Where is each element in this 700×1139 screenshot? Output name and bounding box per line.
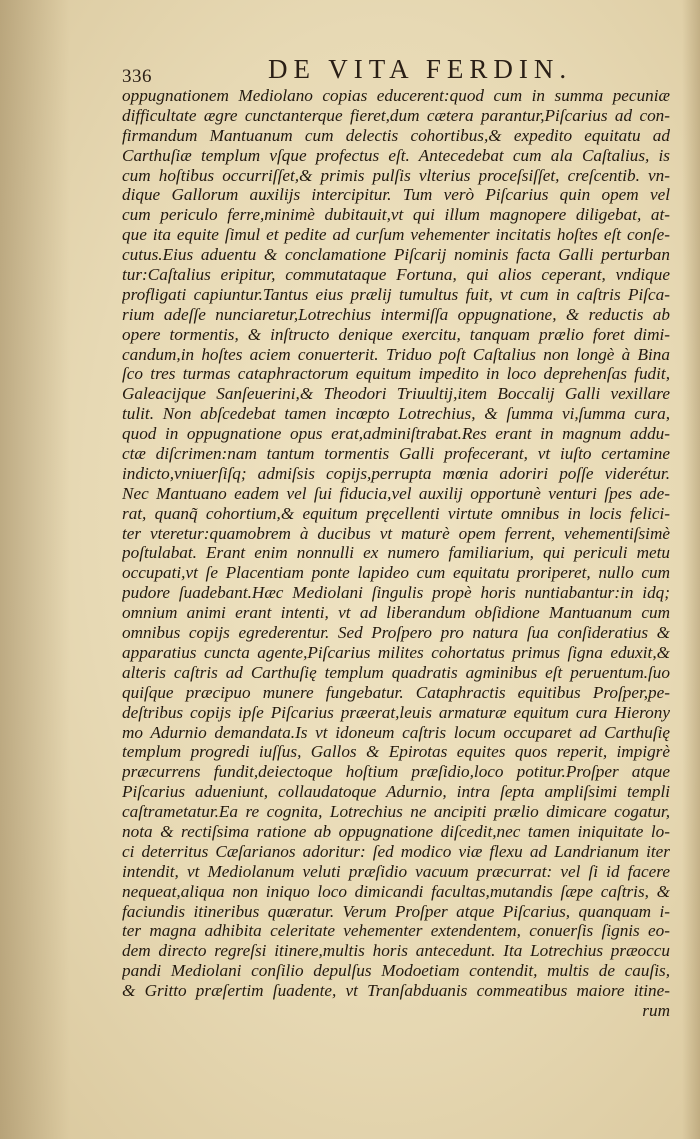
text-line: tur:Caſtalius eripitur, commutataque Fortuna, qui alios ceperant, vndique: [122, 265, 670, 285]
text-line: quiſque præcipuo munere fungebatur. Cataphractis equitibus Proſper,pe-: [122, 682, 670, 702]
text-line: cutus.Eius aduentu & conclamatione Piſcarij nominis facta Galli perturban: [122, 245, 670, 265]
text-line: profligati capiuntur.Tantus eius prælij tumultus fuit, vt cum in caſtris Piſca-: [122, 284, 670, 304]
text-line: poſtulabat. Erant enim nonnulli ex numero familiarium, qui periculi metu: [122, 543, 670, 563]
text-line: alteris caſtris ad Carthuſię templum quadratis agminibus eſt peruentum.ſuo: [122, 662, 670, 682]
text-line: apparatius cuncta agente,Piſcarius milites cohortatus primus ſigna eduxit,&: [122, 642, 670, 662]
text-line: rat, quanq̃ cohortium,& equitum pręcellenti virtute omnibus in locis felici-: [122, 503, 670, 523]
text-line: nequeat,aliqua non iniquo loco dimicandi facultas,mutandis ſæpe caſtris, &: [122, 881, 670, 901]
text-line: & Gritto præſertim ſuadente, vt Tranſabduanis commeatibus maiore itine-: [122, 981, 670, 1001]
text-line: cum periculo ferre,minimè dubitauit,vt qui illum magnopere diligebat, at-: [122, 205, 670, 225]
text-line: deſtribus copijs ipſe Piſcarius præerat,leuis armaturæ equitum cura Hierony: [122, 702, 670, 722]
text-line: cum hoſtibus occurriſſet,& primis pulſis vlterius proceſsiſſet, creſcentib. vn-: [122, 165, 670, 185]
text-line: intendit, vt Mediolanum veluti præſidio vacuum præcurrat: vel ſi id facere: [122, 861, 670, 881]
text-line: indicto,vniuerſiſq; admiſsis copijs,perrupta mœnia adoriri poſſe viderétur.: [122, 463, 670, 483]
text-line: ctæ diſcrimen:nam tantum tormentis Galli profecerant, vt iuſto certamine: [122, 444, 670, 464]
text-line: Piſcarius adueniunt, collaudatoque Adurnio, intra ſepta ampliſsimi templi: [122, 782, 670, 802]
page-gutter-shadow: [0, 0, 70, 1139]
text-line: firmandum Mantuanum cum delectis cohortibus,& expedito equitatu ad: [122, 125, 670, 145]
text-line: candum,in hoſtes aciem conuerterit. Triduo poſt Caſtalius non longè à Bina: [122, 344, 670, 364]
text-line: rium adeſſe nunciaretur,Lotrechius intermiſſa oppugnatione, & reductis ab: [122, 304, 670, 324]
text-line: difficultate ægre cunctanterque fieret,dum cætera parantur,Piſcarius ad con-: [122, 105, 670, 125]
text-line: templum progredi iuſſus, Gallos & Epirotas equites quos reperit, impigrè: [122, 742, 670, 762]
text-line: caſtrametatur.Ea re cognita, Lotrechius ne ancipiti prælio dimicare cogatur,: [122, 802, 670, 822]
text-line: dique Gallorum auxilijs intercipitur. Tum verò Piſcarius quin opem vel: [122, 185, 670, 205]
running-head: DE VITA FERDIN.: [268, 54, 573, 84]
text-line: mo Adurnio demandata.Is vt idoneum caſtris locum occuparet ad Carthuſię: [122, 722, 670, 742]
text-line: ter magna adhibita celeritate vehementer extendentem, conuerſis ſignis eo-: [122, 921, 670, 941]
body-text: [122, 86, 670, 1021]
text-line: quod in oppugnatione opus erat,adminiſtrabat.Res erant in magnum addu-: [122, 424, 670, 444]
text-line: pandi Mediolani conſilio depulſus Modoetiam contendit, multis de cauſis,: [122, 961, 670, 981]
text-line: præcurrens fundit,deiectoque hoſtium præſidio,loco potitur.Proſper atque: [122, 762, 670, 782]
text-line: tulit. Non abſcedebat tamen incœpto Lotrechius, & ſumma vi,ſumma cura,: [122, 404, 670, 424]
text-line: occupati,vt ſe Placentiam ponte lapideo cum equitatu proriperet, nullo cum: [122, 563, 670, 583]
text-line: ter vteretur:quamobrem à ducibus vt maturè opem ferrent, vehementiſsimè: [122, 523, 670, 543]
page-number: 336: [122, 66, 152, 87]
text-line: Galeacijque Sanſeuerini,& Theodori Triuultij,item Boccalij Galli vexillare: [122, 384, 670, 404]
page-edge-shadow: [682, 0, 700, 1139]
text-line: nota & rectiſsima ratione ab oppugnatione diſcedit,nec tamen iniquitate lo-: [122, 821, 670, 841]
text-line: omnibus copijs egrederentur. Sed Proſpero pro natura ſua conſideratius &: [122, 623, 670, 643]
text-line: faciundis itineribus quæratur. Verum Proſper atque Piſcarius, quanquam i-: [122, 901, 670, 921]
text-line: ſco tres turmas cataphractorum equitum impedito in loco deprehenſas fudit,: [122, 364, 670, 384]
text-line: oppugnationem Mediolano copias educerent:quod cum in summa pecuniæ: [122, 86, 670, 105]
text-line: que ita equite ſimul et pedite ad curſum vehementer incitatis hoſtes eſt conſe-: [122, 225, 670, 245]
text-line: omnium animi erant intenti, vt ad liberandum obſidione Mantuanum cum: [122, 603, 670, 623]
text-line: ci deterritus Cæſarianos adoritur: ſed modico viæ flexu ad Landrianum iter: [122, 841, 670, 861]
text-line: Carthuſiæ templum vſque profectus eſt. Antecedebat cum ala Caſtalius, is: [122, 145, 670, 165]
text-line: rum: [642, 1000, 670, 1020]
text-line: opere tormentis, & inſtructo denique exercitu, tanquam prælio foret dimi-: [122, 324, 670, 344]
text-line: Nec Mantuano eadem vel ſui fiducia,vel auxilij opportunè venturi ſpes ade-: [122, 483, 670, 503]
text-line: pudore ſuadebant.Hæc Mediolani ſingulis propè horis nuntiabantur:in idq;: [122, 583, 670, 603]
text-line: dem directo regreſsi itinere,multis horis antecedunt. Ita Lotrechius præoccu: [122, 941, 670, 961]
